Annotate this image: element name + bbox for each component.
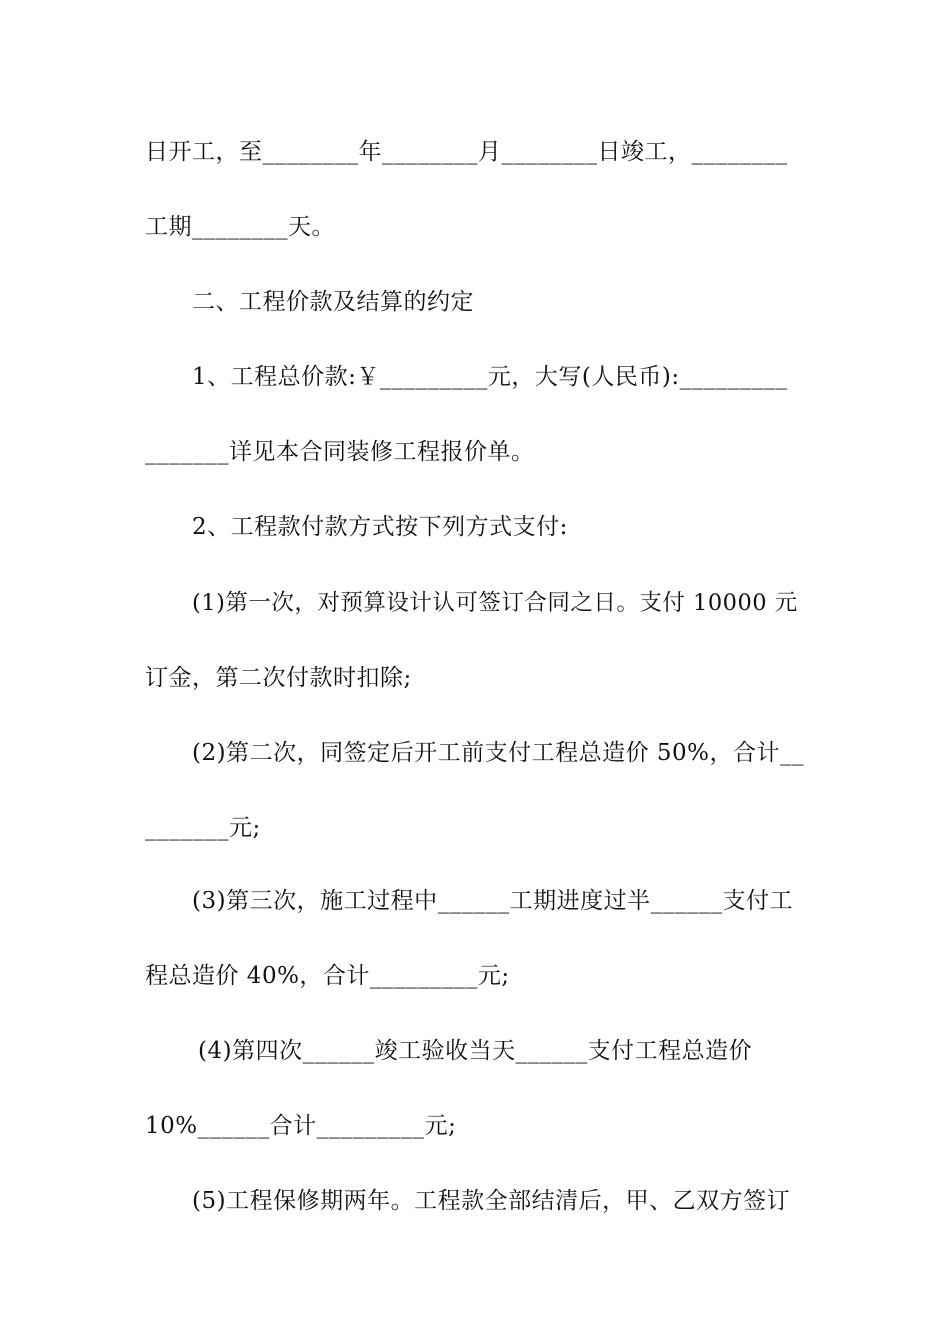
text-line-12: 程总造价 40%，合计_________元; — [145, 963, 510, 989]
text-line-8: 订金，第二次付款时扣除; — [145, 665, 412, 691]
text-line-11: (3)第三次，施工过程中______工期进度过半______支付工 — [192, 888, 794, 914]
text-line-4: 1、工程总价款:￥_________元，大写(人民币):_________ — [192, 364, 788, 390]
text-line-1: 日开工，至________年________月________日竣工，________ — [145, 139, 788, 165]
section-heading: 二、工程价款及结算的约定 — [192, 289, 474, 315]
text-line-6: 2、工程款付款方式按下列方式支付: — [192, 514, 568, 540]
text-line-15: (5)工程保修期两年。工程款全部结清后，甲、乙双方签订 — [192, 1188, 791, 1214]
text-line-10: _______元; — [145, 815, 261, 841]
text-line-2: 工期________天。 — [145, 214, 335, 240]
text-line-13: (4)第四次______竣工验收当天______支付工程总造价 — [198, 1038, 753, 1064]
text-line-7: (1)第一次，对预算设计认可签订合同之日。支付 10000 元 — [192, 590, 798, 616]
text-line-5: _______详见本合同装修工程报价单。 — [145, 439, 535, 465]
text-line-14: 10%______合计_________元; — [145, 1113, 457, 1139]
text-line-9: (2)第二次，同签定后开工前支付工程总造价 50%，合计__ — [192, 740, 805, 766]
